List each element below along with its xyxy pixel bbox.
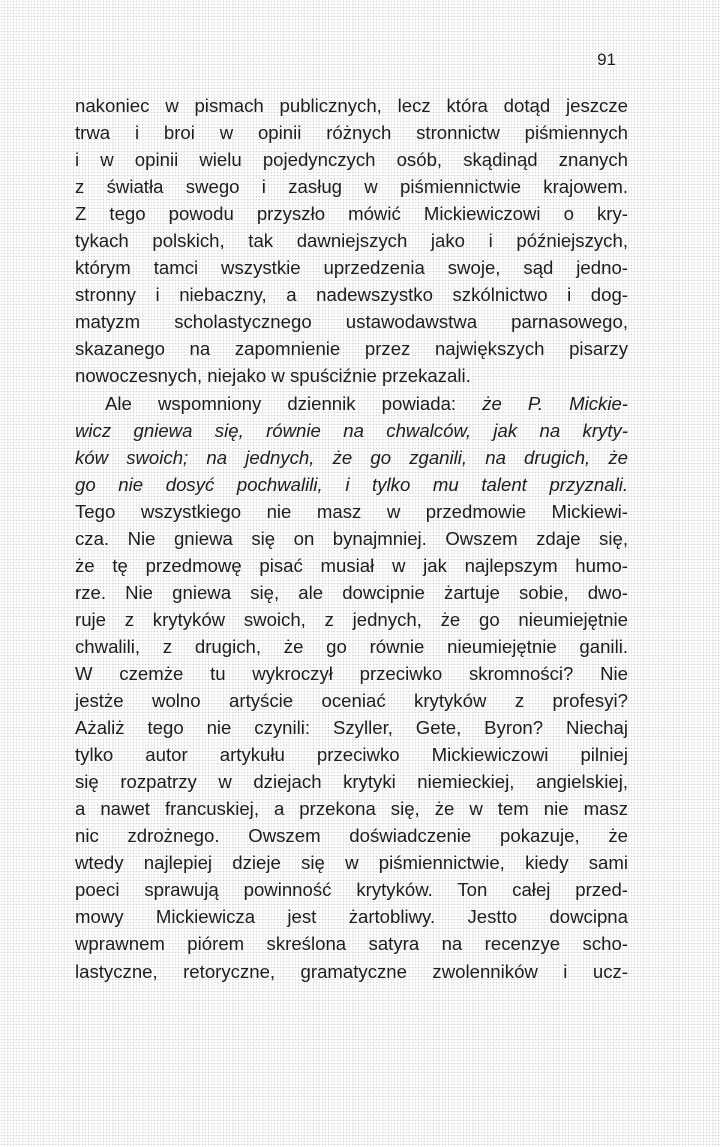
text-line-29: wtedy najlepiej dzieje się w piśmiennictwie, kiedy sami xyxy=(75,852,628,874)
text-line-12 xyxy=(75,390,628,417)
text-line-13: wicz gniewa się, równie na chwalców, jak na kryty- xyxy=(75,419,628,441)
text-line-12-italic: że P. Mickie- xyxy=(482,392,628,414)
text-line-23: jestże wolno artyście oceniać krytyków z profesyi? xyxy=(75,690,628,712)
text-line-5: Z tego powodu przyszło mówić Mickiewiczowi o kry- xyxy=(75,203,628,225)
page-number: 91 xyxy=(597,50,616,69)
text-line-21: chwalili, z drugich, że go równie nieumiejętnie ganili. xyxy=(75,635,628,657)
text-line-17: cza. Nie gniewa się on bynajmniej. Owszem zdaje się, xyxy=(75,527,628,549)
text-line-18: że tę przedmowę pisać musiał w jak najlepszym humo- xyxy=(75,554,628,576)
text-line-2: trwa i broi w opinii różnych stronnictw piśmiennych xyxy=(75,122,628,144)
text-line-16: Tego wszystkiego nie masz w przedmowie Mickiewi- xyxy=(75,500,628,522)
text-line-20: ruje z krytyków swoich, z jednych, że go nieumiejętnie xyxy=(75,608,628,630)
text-line-31: mowy Mickiewicza jest żartobliwy. Jestto dowcipna xyxy=(75,906,628,928)
text-line-28: nic zdrożnego. Owszem doświadczenie pokazuje, że xyxy=(75,825,628,847)
text-line-1: nakoniec w pismach publicznych, lecz która dotąd jeszcze xyxy=(75,95,628,116)
text-line-26: się rozpatrzy w dziejach krytyki niemieckiej, angielskiej, xyxy=(75,771,628,793)
text-line-27: a nawet francuskiej, a przekona się, że w tem nie masz xyxy=(75,798,628,820)
text-line-22: W czemże tu wykroczył przeciwko skromności? Nie xyxy=(75,662,628,684)
text-line-8: stronny i niebaczny, a nadewszystko szkólnictwo i dog- xyxy=(75,284,628,306)
text-line-14: ków swoich; na jednych, że go zganili, na drugich, że xyxy=(75,446,628,468)
text-line-4: z światła swego i zasług w piśmiennictwie krajowem. xyxy=(75,176,628,198)
text-line-9: matyzm scholastycznego ustawodawstwa parnasowego, xyxy=(75,311,628,333)
text-line-25: tylko autor artykułu przeciwko Mickiewiczowi pilniej xyxy=(75,744,628,766)
text-line-11: nowoczesnych, niejako w spuściźnie przekazali. xyxy=(75,365,471,387)
text-line-10: skazanego na zapomnienie przez największych pisarzy xyxy=(75,338,628,360)
text-line-12-prefix: Ale wspomniony dziennik powiada: xyxy=(105,392,483,414)
text-line-3: i w opinii wielu pojedynczych osób, skądinąd znanych xyxy=(75,149,628,171)
text-line-19: rze. Nie gniewa się, ale dowcipnie żartuje sobie, dwo- xyxy=(75,581,628,603)
body-text xyxy=(75,92,628,985)
text-line-24: Ażaliż tego nie czynili: Szyller, Gete, Byron? Niechaj xyxy=(75,717,628,739)
text-line-15: go nie dosyć pochwalili, i tylko mu talent przyznali. xyxy=(75,473,628,495)
text-line-30: poeci sprawują powinność krytyków. Ton całej przed- xyxy=(75,879,628,901)
text-line-7: którym tamci wszystkie uprzedzenia swoje, sąd jedno- xyxy=(75,257,628,279)
text-line-33: lastyczne, retoryczne, gramatyczne zwolenników i ucz- xyxy=(75,960,628,982)
text-line-6: tykach polskich, tak dawniejszych jako i późniejszych, xyxy=(75,230,628,252)
text-line-32: wprawnem piórem skreślona satyra na recenzye scho- xyxy=(75,933,628,955)
